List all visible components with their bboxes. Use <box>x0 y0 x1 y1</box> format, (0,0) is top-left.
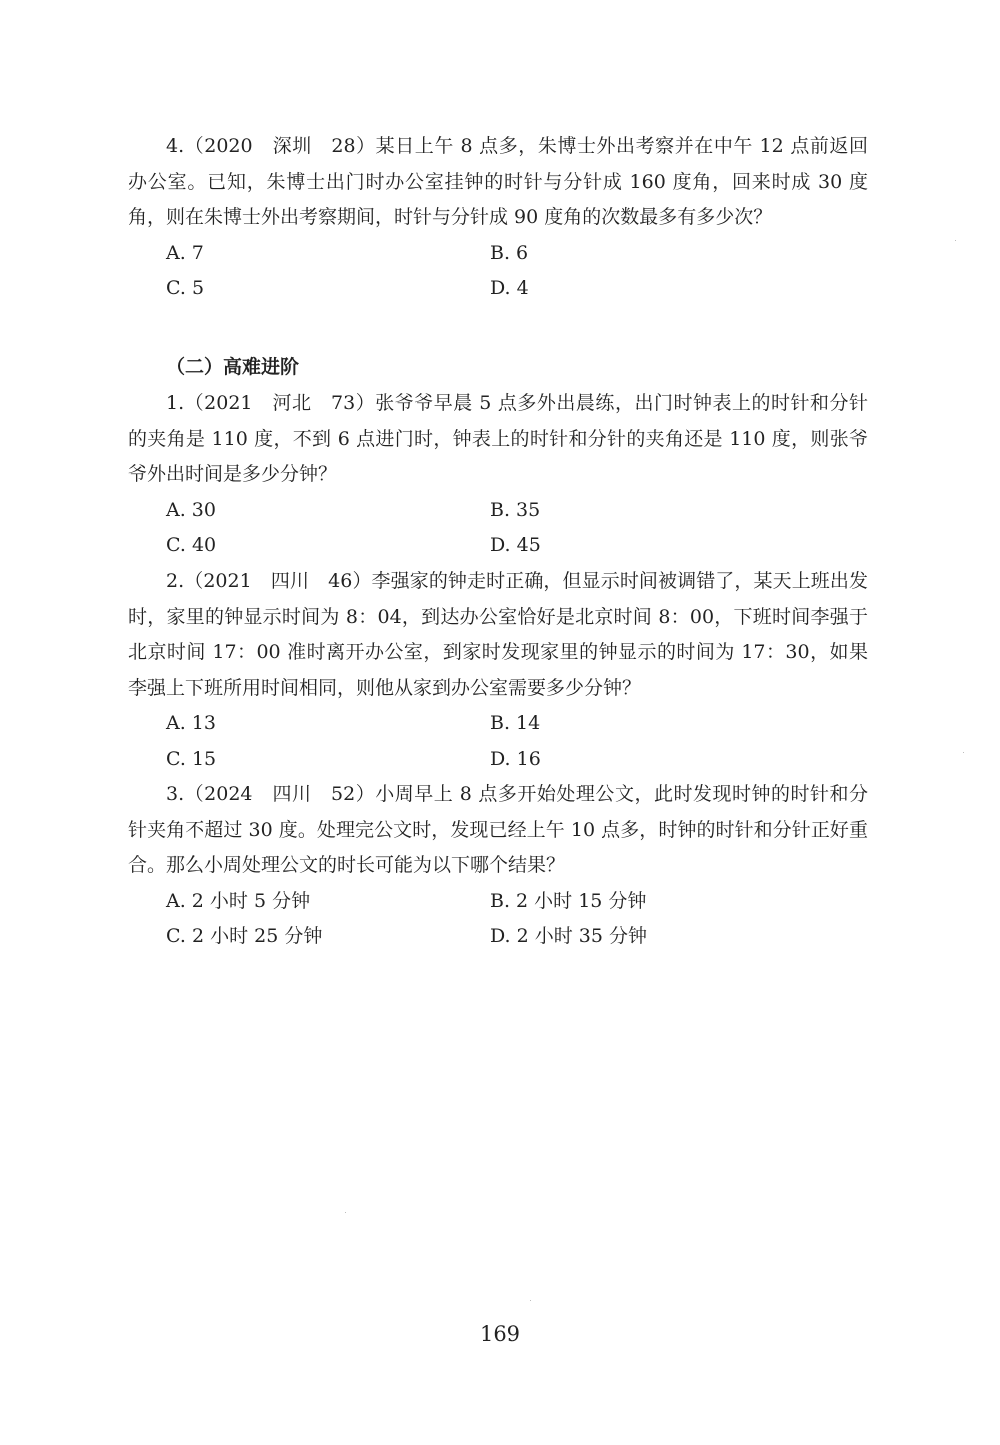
answer-options <box>128 493 868 564</box>
section-heading: （二）高难进阶 <box>166 356 300 378</box>
answer-options <box>128 236 868 307</box>
scan-speck <box>530 1300 531 1301</box>
option-a: A. 2 小时 5 分钟 <box>166 889 311 912</box>
option-d: D. 45 <box>490 534 541 556</box>
option-d: D. 4 <box>490 277 529 299</box>
option-b: B. 14 <box>490 712 541 734</box>
option-d: D. 2 小时 35 分钟 <box>490 925 648 947</box>
option-c: C. 15 <box>166 747 217 770</box>
option-c: C. 5 <box>166 277 205 299</box>
advanced-question-2 <box>128 564 868 777</box>
option-c: C. 40 <box>166 534 217 556</box>
option-b: B. 2 小时 15 分钟 <box>490 889 647 912</box>
answer-options <box>128 884 868 955</box>
question-stem: 4.（2020 深圳 28）某日上午 8 点多，朱博士外出考察并在中午 12 点前返回办公室。已知，朱博士出门时办公室挂钟的时针与分针成 160 度角，回来时成 30 度角，则在朱博士外出考察期间，时针与分针成 90 度角的次数最多有多少次？ <box>128 135 868 228</box>
option-a: A. 13 <box>166 712 216 734</box>
question-4 <box>128 129 868 307</box>
answer-options <box>128 706 868 777</box>
option-b: B. 35 <box>490 498 541 521</box>
option-a: A. 7 <box>166 241 204 264</box>
option-a: A. 30 <box>166 498 216 521</box>
question-stem: 2.（2021 四川 46）李强家的钟走时正确，但显示时间被调错了，某天上班出发时，家里的钟显示时间为 8：04，到达办公室恰好是北京时间 8：00，下班时间李强于北京时间 17：00 准时离开办公室，到家时发现家里的钟显示的时间为 17：30，如果李强上下班所用时间相同，则他从家到办公室需要多少分钟？ <box>128 570 868 699</box>
scan-speck <box>955 240 956 241</box>
option-d: D. 16 <box>490 747 541 770</box>
scan-speck <box>345 1212 346 1213</box>
page-number: 169 <box>479 1322 521 1346</box>
option-c: C. 2 小时 25 分钟 <box>166 925 323 947</box>
question-stem: 1.（2021 河北 73）张爷爷早晨 5 点多外出晨练，出门时钟表上的时针和分针的夹角是 110 度，不到 6 点进门时，钟表上的时针和分针的夹角还是 110 度，则张爷爷外出时间是多少分钟？ <box>128 392 868 485</box>
advanced-question-3 <box>128 777 868 955</box>
option-b: B. 6 <box>490 241 529 264</box>
question-stem: 3.（2024 四川 52）小周早上 8 点多开始处理公文，此时发现时钟的时针和分针夹角不超过 30 度。处理完公文时，发现已经上午 10 点多，时钟的时针和分针正好重合。那么小周处理公文的时长可能为以下哪个结果？ <box>128 783 868 876</box>
advanced-question-1 <box>128 386 868 564</box>
scan-speck <box>963 752 964 753</box>
